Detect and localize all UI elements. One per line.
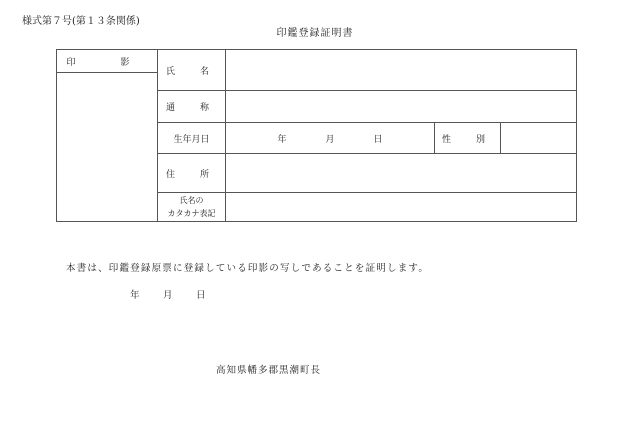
birthdate-label: 生年月日	[158, 123, 226, 154]
name-label: 氏 名	[158, 50, 226, 91]
birth-day-marker: 日	[373, 134, 383, 145]
birthdate-value-cell	[226, 123, 435, 154]
sex-label: 性 別	[435, 123, 501, 154]
certification-statement: 本書は、印鑑登録原票に登録している印影の写しであることを証明します。	[66, 263, 430, 274]
katakana-label-line1: 氏名の	[179, 196, 204, 205]
alias-label: 通 称	[158, 91, 226, 123]
name-value-cell	[226, 50, 577, 91]
address-value-cell	[226, 154, 577, 193]
issue-month-marker: 月	[163, 290, 173, 301]
issue-day-marker: 日	[196, 290, 206, 301]
certificate-table	[56, 49, 577, 222]
birth-year-marker: 年	[277, 134, 287, 145]
issue-year-marker: 年	[130, 290, 140, 301]
document-title: 印鑑登録証明書	[276, 28, 354, 39]
seal-impression-label: 印 影	[57, 50, 158, 73]
issue-date	[130, 287, 229, 301]
form-number: 様式第７号(第１３条関係)	[22, 16, 140, 27]
katakana-label-line2: カタカナ表記	[167, 209, 216, 218]
alias-value-cell	[226, 91, 577, 123]
katakana-name-value-cell	[226, 193, 577, 222]
seal-impression-area	[57, 73, 158, 222]
address-label: 住 所	[158, 154, 226, 193]
issuer-name: 高知県幡多郡黒潮町長	[216, 365, 322, 376]
katakana-name-label	[158, 193, 226, 222]
birth-month-marker: 月	[325, 134, 335, 145]
sex-value-cell	[501, 123, 577, 154]
